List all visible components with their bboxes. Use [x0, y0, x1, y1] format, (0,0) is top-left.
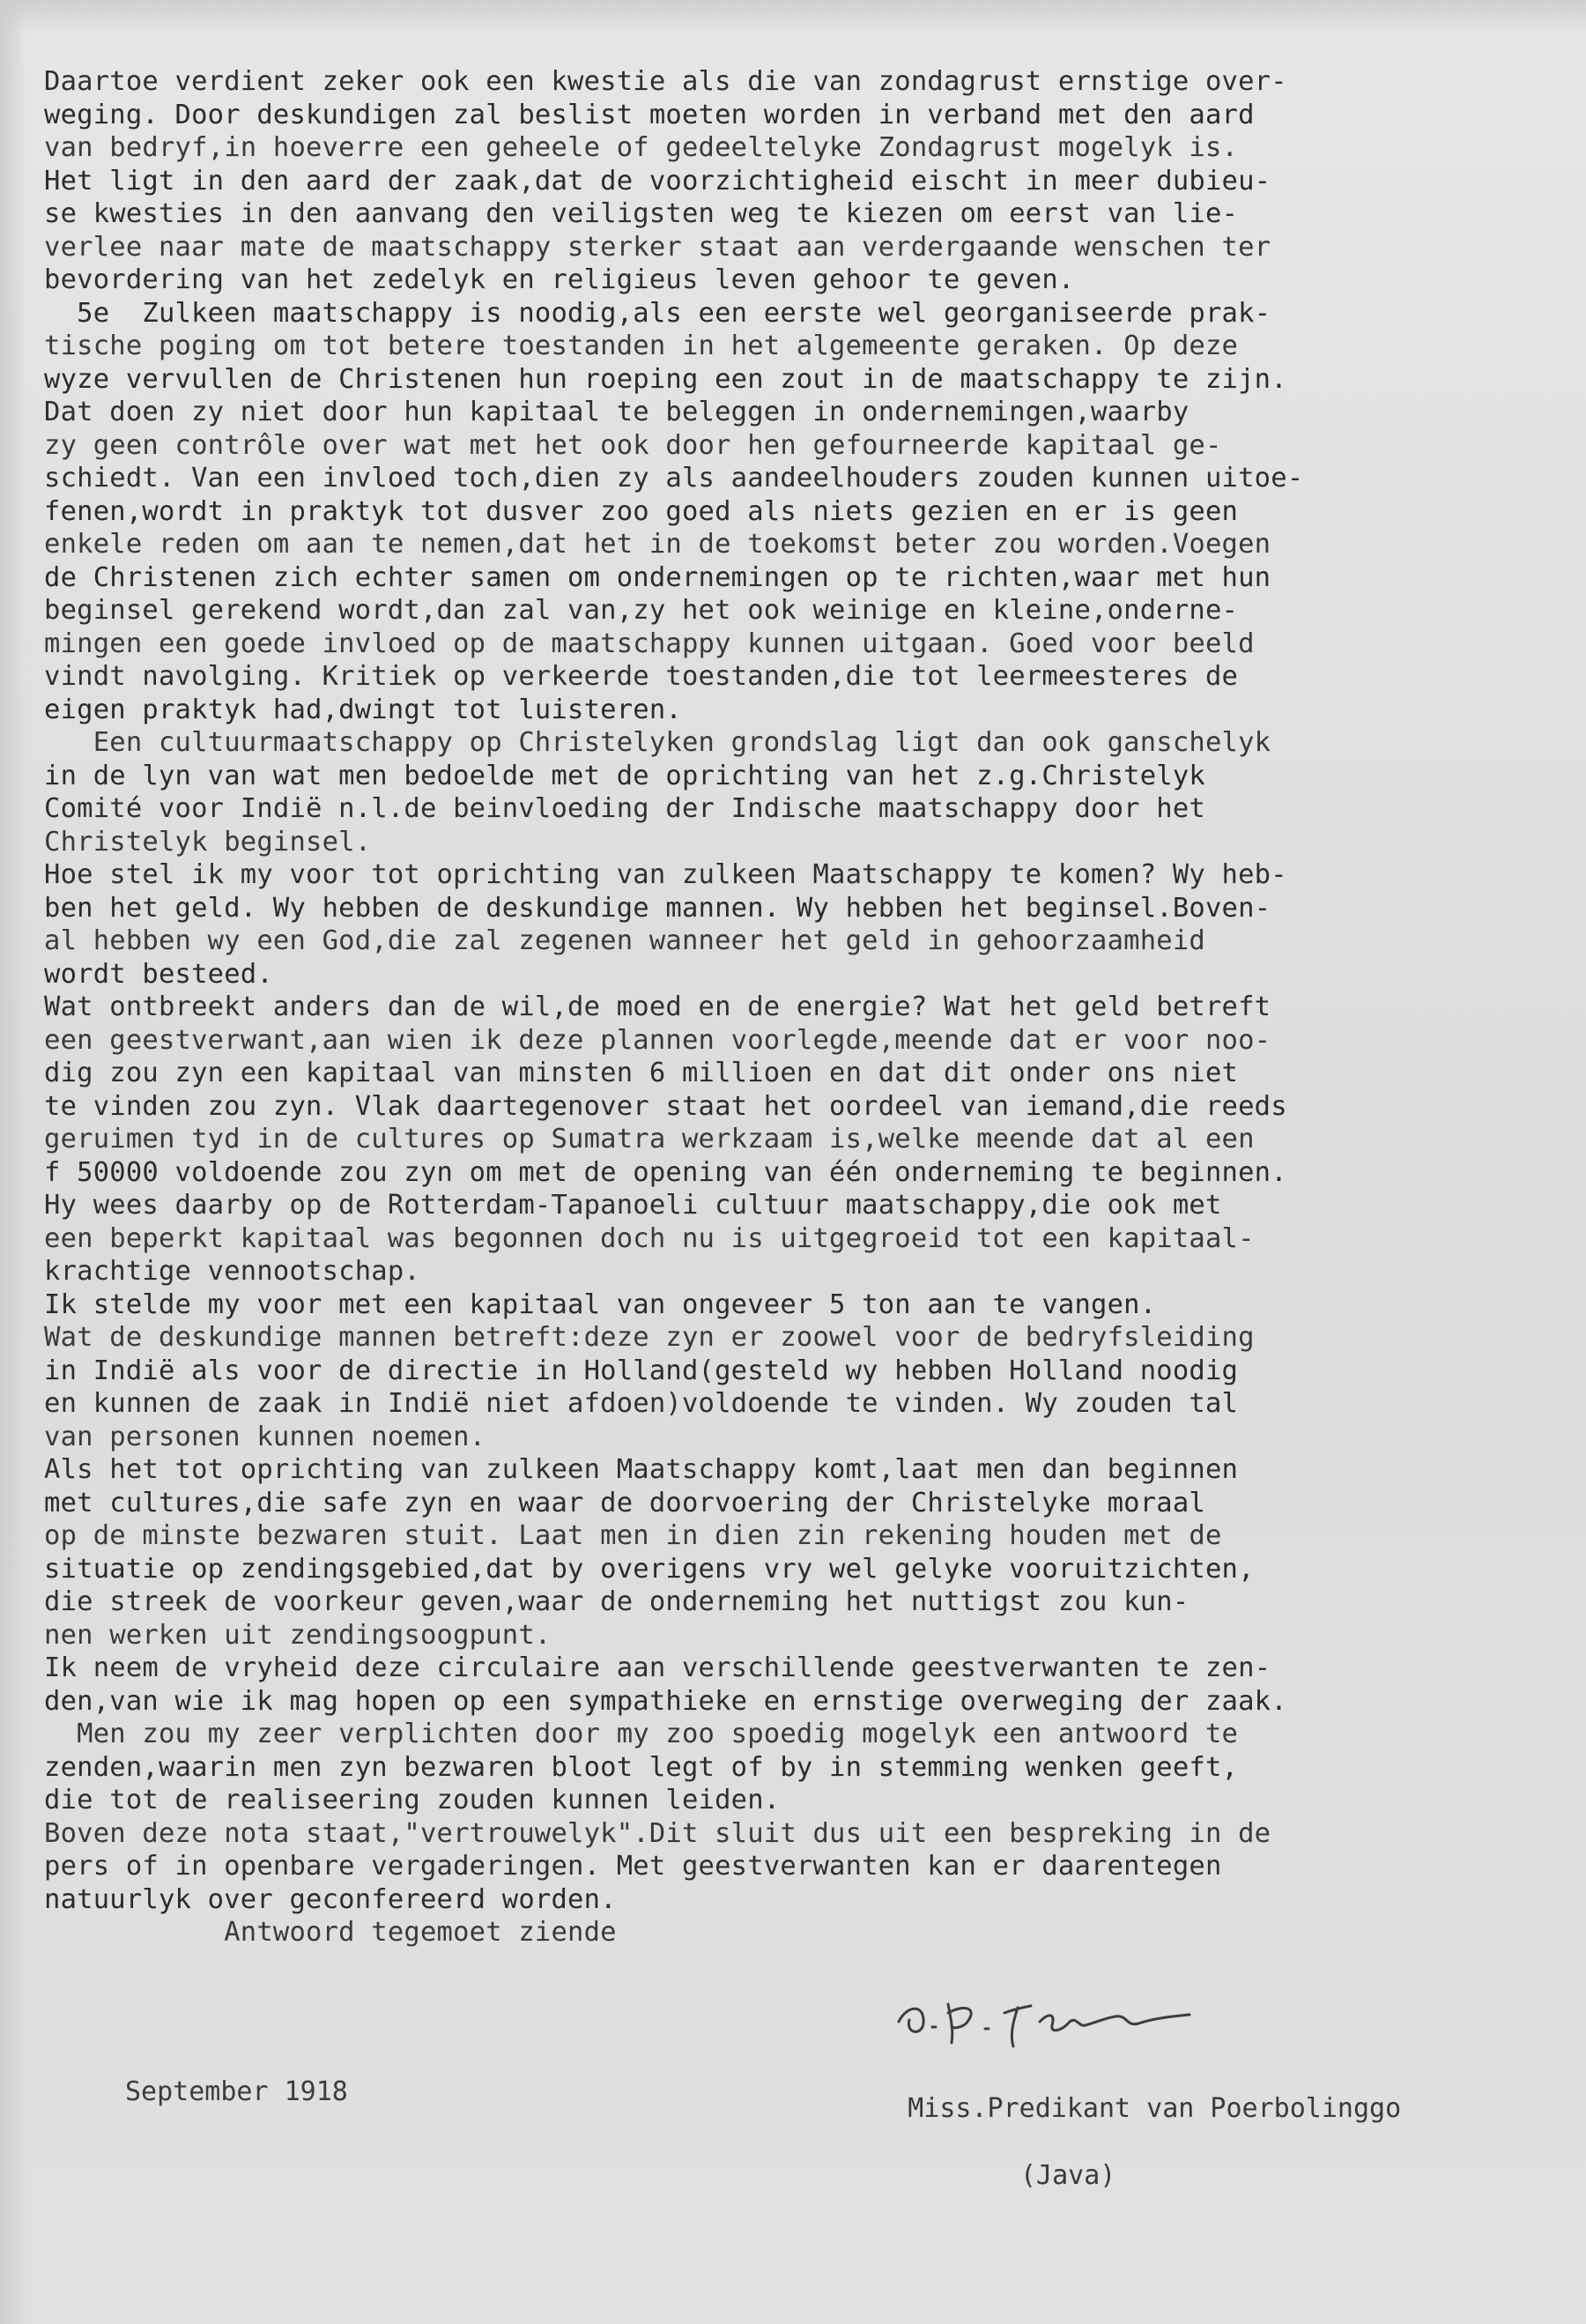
- text-line: Hoe stel ik my voor tot oprichting van zulkeen Maatschappy te komen? Wy heb-: [44, 859, 1287, 890]
- text-line: in de lyn van wat men bedoelde met de oprichting van het z.g.Christelyk: [44, 760, 1205, 791]
- text-line: se kwesties in den aanvang den veiligsten weg te kiezen om eerst van lie-: [44, 198, 1239, 229]
- text-line: Boven deze nota staat,"vertrouwelyk".Dit sluit dus uit een bespreking in de: [44, 1817, 1271, 1849]
- text-line: Een cultuurmaatschappy op Christelyken grondslag ligt dan ook ganschelyk: [44, 727, 1271, 758]
- text-line: op de minste bezwaren stuit. Laat men in dien zin rekening houden met de: [44, 1520, 1222, 1551]
- text-line: Het ligt in den aard der zaak,dat de voorzichtigheid eischt in meer dubieu-: [44, 165, 1271, 197]
- text-line: Comité voor Indië n.l.de beinvloeding der Indische maatschappy door het: [44, 793, 1205, 824]
- author-location: (Java): [1020, 2160, 1116, 2191]
- text-line: van bedryf,in hoeverre een geheele of gedeeltelyke Zondagrust mogelyk is.: [44, 132, 1239, 163]
- author-title-block: [844, 2059, 1401, 2260]
- text-line: Antwoord tegemoet ziende: [44, 1917, 617, 1948]
- text-line: van personen kunnen noemen.: [44, 1421, 486, 1452]
- author-title: Miss.Predikant van Poerbolinggo: [908, 2093, 1402, 2124]
- text-line: in Indië als voor de directie in Holland(gesteld wy hebben Holland noodig: [44, 1355, 1239, 1386]
- text-line: f 50000 voldoende zou zyn om met de opening van één onderneming te beginnen.: [44, 1156, 1287, 1188]
- text-line: vindt navolging. Kritiek op verkeerde toestanden,die tot leermeesteres de: [44, 661, 1239, 692]
- text-line: wordt besteed.: [44, 958, 273, 990]
- text-line: eigen praktyk had,dwingt tot luisteren.: [44, 694, 682, 725]
- text-line: verlee naar mate de maatschappy sterker staat aan verdergaande wenschen ter: [44, 231, 1271, 263]
- text-line: enkele reden om aan te nemen,dat het in de toekomst beter zou worden.Voegen: [44, 529, 1271, 560]
- text-line: Hy wees daarby op de Rotterdam-Tapanoeli cultuur maatschappy,die ook met: [44, 1190, 1222, 1221]
- text-line: Dat doen zy niet door hun kapitaal te beleggen in ondernemingen,waarby: [44, 397, 1190, 427]
- text-line: die tot de realiseering zouden kunnen leiden.: [44, 1785, 781, 1815]
- text-line: situatie op zendingsgebied,dat by overigens vry wel gelyke vooruitzichten,: [44, 1553, 1255, 1585]
- typed-letter-body: [44, 65, 1533, 1949]
- text-line: krachtige vennootschap.: [44, 1256, 420, 1287]
- letter-date: September 1918: [125, 2076, 348, 2107]
- text-line: Wat ontbreekt anders dan de wil,de moed en de energie? Wat het geld betreft: [44, 991, 1271, 1022]
- text-line: weging. Door deskundigen zal beslist moeten worden in verband met den aard: [44, 99, 1255, 130]
- text-line: pers of in openbare vergaderingen. Met geestverwanten kan er daarentegen: [44, 1851, 1222, 1882]
- text-line: dig zou zyn een kapitaal van minsten 6 millioen en dat dit onder ons niet: [44, 1058, 1239, 1088]
- text-line: geruimen tyd in de cultures op Sumatra werkzaam is,welke meende dat al een: [44, 1124, 1255, 1155]
- text-line: wyze vervullen de Christenen hun roeping een zout in de maatschappy te zijn.: [44, 363, 1287, 395]
- text-line: zy geen contrôle over wat met het ook door hen gefourneerde kapitaal ge-: [44, 429, 1222, 461]
- text-line: Ik neem de vryheid deze circulaire aan verschillende geestverwanten te zen-: [44, 1652, 1271, 1683]
- text-line: nen werken uit zendingsoogpunt.: [44, 1619, 552, 1651]
- text-line: met cultures,die safe zyn en waar de doorvoering der Christelyke moraal: [44, 1487, 1205, 1518]
- text-line: Christelyk beginsel.: [44, 826, 372, 858]
- text-line: die streek de voorkeur geven,waar de onderneming het nuttigst zou kun-: [44, 1586, 1190, 1617]
- text-line: schiedt. Van een invloed toch,dien zy als aandeelhouders zouden kunnen uitoe-: [44, 463, 1304, 494]
- text-line: Wat de deskundige mannen betreft:deze zyn er zoowel voor de bedryfsleiding: [44, 1322, 1255, 1353]
- text-line: 5e Zulkeen maatschappy is noodig,als een eerste wel georganiseerde prak-: [44, 297, 1271, 329]
- text-line: Als het tot oprichting van zulkeen Maatschappy komt,laat men dan beginnen: [44, 1454, 1239, 1485]
- text-line: natuurlyk over geconfereerd worden.: [44, 1883, 617, 1915]
- text-line: zenden,waarin men zyn bezwaren bloot legt of by in stemming wenken geeft,: [44, 1751, 1239, 1783]
- text-line: en kunnen de zaak in Indië niet afdoen)voldoende te vinden. Wy zouden tal: [44, 1388, 1239, 1419]
- text-line: Men zou my zeer verplichten door my zoo spoedig mogelyk een antwoord te: [44, 1719, 1239, 1749]
- text-line: te vinden zou zyn. Vlak daartegenover staat het oordeel van iemand,die reeds: [44, 1090, 1287, 1122]
- page-edge-shadow-left: [0, 0, 26, 2324]
- text-line: de Christenen zich echter samen om ondernemingen op te richten,waar met hun: [44, 561, 1271, 593]
- text-line: tische poging om tot betere toestanden in het algemeente geraken. Op deze: [44, 330, 1239, 361]
- text-line: Ik stelde my voor met een kapitaal van ongeveer 5 ton aan te vangen.: [44, 1288, 1157, 1320]
- text-line: fenen,wordt in praktyk tot dusver zoo goed als niets gezien en er is geen: [44, 495, 1239, 527]
- text-line: bevordering van het zedelyk en religieus leven gehoor te geven.: [44, 264, 1075, 295]
- text-line: een beperkt kapitaal was begonnen doch nu is uitgegroeid tot een kapitaal-: [44, 1222, 1255, 1254]
- text-line: den,van wie ik mag hopen op een sympathieke en ernstige overweging der zaak.: [44, 1685, 1287, 1717]
- text-line: Daartoe verdient zeker ook een kwestie als die van zondagrust ernstige over-: [44, 66, 1287, 97]
- text-line: mingen een goede invloed op de maatschappy kunnen uitgaan. Goed voor beeld: [44, 627, 1255, 659]
- text-line: ben het geld. Wy hebben de deskundige mannen. Wy hebben het beginsel.Boven-: [44, 892, 1271, 924]
- text-line: al hebben wy een God,die zal zegenen wanneer het geld in gehoorzaamheid: [44, 925, 1205, 956]
- handwritten-signature: [890, 1978, 1260, 2057]
- text-line: beginsel gerekend wordt,dan zal van,zy het ook weinige en kleine,onderne-: [44, 595, 1239, 626]
- text-line: een geestverwant,aan wien ik deze plannen voorlegde,meende dat er voor noo-: [44, 1024, 1271, 1056]
- page-edge-shadow-top: [0, 0, 1586, 35]
